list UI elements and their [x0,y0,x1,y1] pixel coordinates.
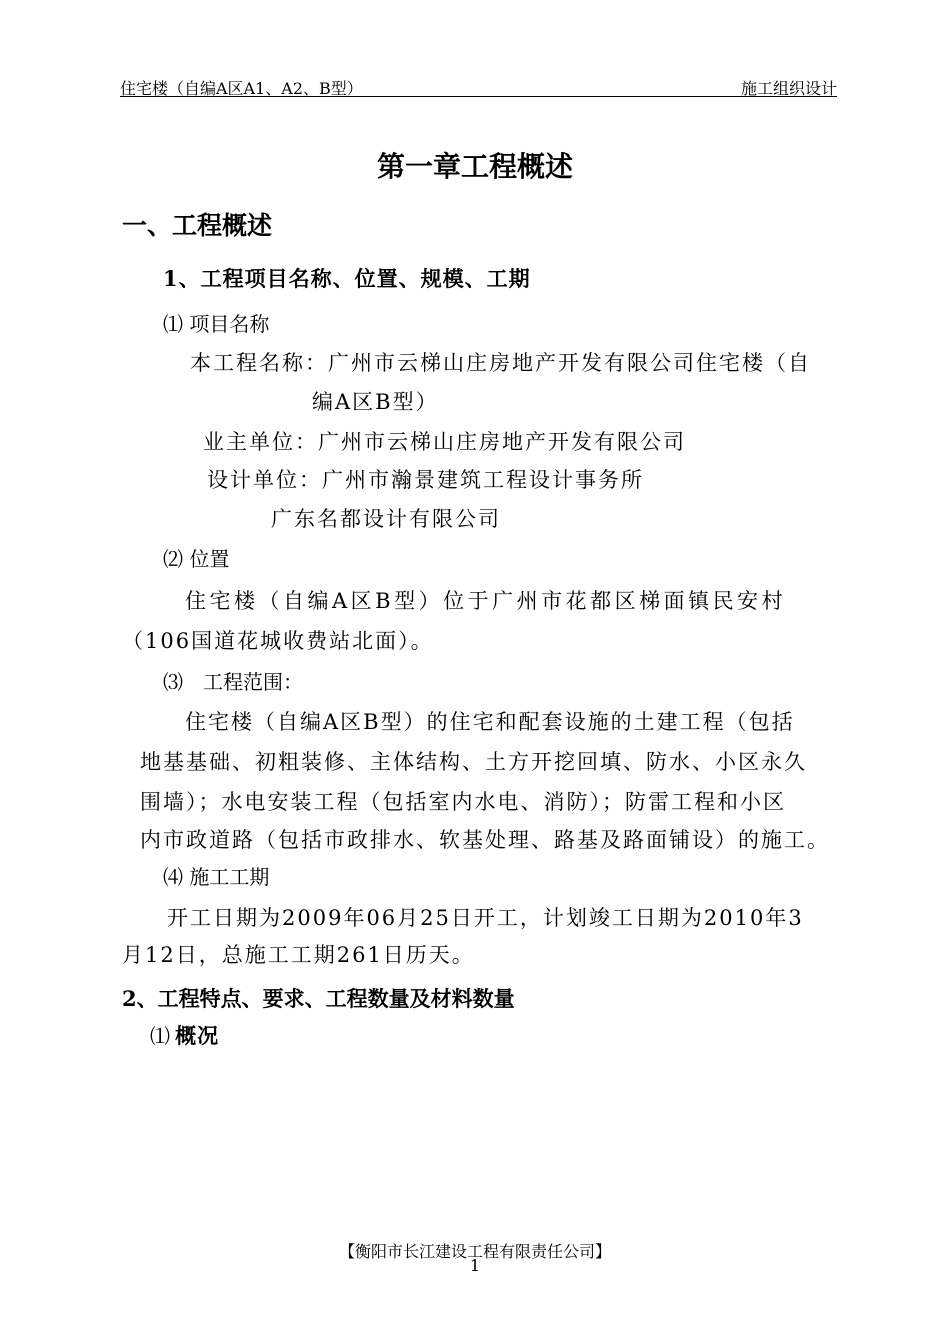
location-line2: （106国道花城收费站北面）。 [122,629,434,653]
item-label-location: ⑵ 位置 [163,547,230,571]
section-heading: 一、工程概述 [122,211,273,240]
header-left: 住宅楼（自编A区A1、A2、B型） [120,79,363,98]
chapter-title: 第一章工程概述 [376,150,573,183]
subsection-heading-2: 2、工程特点、要求、工程数量及材料数量 [122,986,515,1011]
project-name-line1: 本工程名称：广州市云梯山庄房地产开发有限公司住宅楼（自 [190,351,811,375]
header-divider [120,96,837,97]
schedule-line1: 开工日期为2009年06月25日开工，计划竣工日期为2010年3 [167,906,804,930]
header-right: 施工组织设计 [740,79,837,98]
overview-label: 概况 [175,1024,220,1048]
scope-line3: 围墙）；水电安装工程（包括室内水电、消防）；防雷工程和小区 [140,790,786,814]
item-label-project-name: ⑴ 项目名称 [163,312,270,336]
page-number: 1 [469,1256,481,1275]
project-name-line2: 编A区B型） [312,390,439,414]
designer-line2: 广东名都设计有限公司 [271,507,501,531]
subsection-heading-1: 1、工程项目名称、位置、规模、工期 [163,266,531,291]
footer-company: 【衡阳市长江建设工程有限责任公司】 [338,1242,611,1261]
scope-line4: 内市政道路（包括市政排水、软基处理、路基及路面铺设）的施工。 [140,828,830,852]
item-label-scope: ⑶ 工程范围： [163,670,303,694]
owner-line: 业主单位：广州市云梯山庄房地产开发有限公司 [203,430,686,454]
item-label-schedule: ⑷ 施工工期 [163,865,270,889]
scope-line2: 地基基础、初粗装修、主体结构、土方开挖回填、防水、小区永久 [140,750,807,774]
designer-line1: 设计单位：广州市瀚景建筑工程设计事务所 [207,468,644,492]
location-line1: 住宅楼（自编A区B型）位于广州市花都区梯面镇民安村 [185,589,787,613]
schedule-line2: 月12日，总施工工期261日历天。 [122,943,475,967]
overview-number: ⑴ [150,1024,170,1048]
scope-line1: 住宅楼（自编A区B型）的住宅和配套设施的土建工程（包括 [185,710,795,734]
